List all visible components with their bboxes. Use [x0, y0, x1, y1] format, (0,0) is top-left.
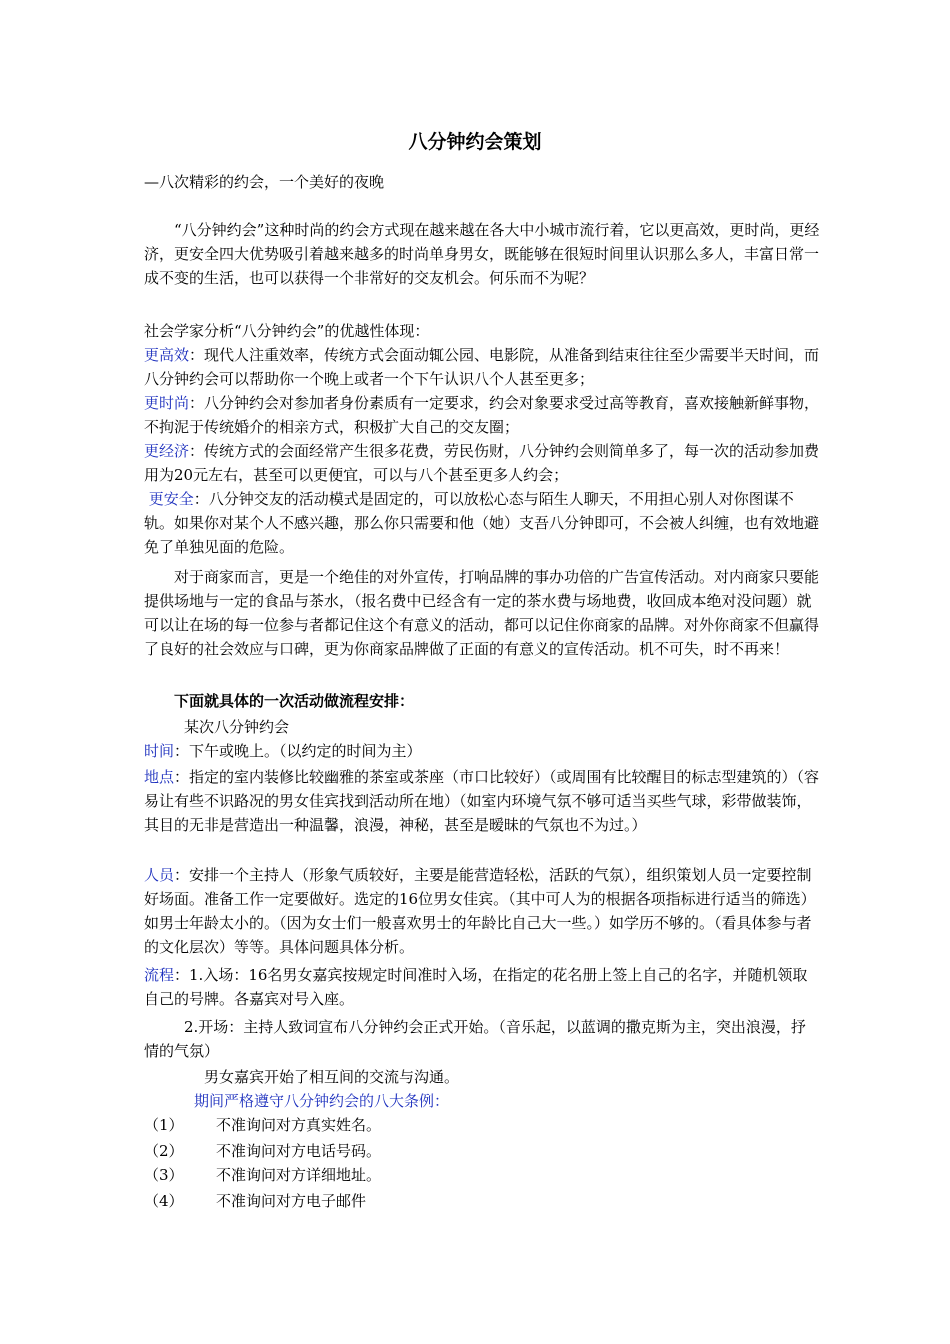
- location-text: ：指定的室内装修比较幽雅的茶室或茶座（市口比较好）（或周围有比较醒目的标志型建筑的）（容易让有些不识路况的男女佳宾找到活动所在地）（如室内环境气氛不够可适当买些气球，彩带做装饰，其目的无非是营造出一种温馨，浪漫，神秘，甚至是暧昧的气氛也不为过。）: [144, 768, 820, 834]
- rule-item: [144, 1163, 820, 1187]
- analysis-heading: 社会学家分析“八分钟约会”的优越性体现：: [144, 322, 430, 340]
- time-label: 时间: [144, 742, 175, 760]
- flow-exchange: 男女嘉宾开始了相互间的交流与沟通。: [204, 1068, 460, 1086]
- event-name: 某次八分钟约会: [184, 718, 290, 736]
- location-label: 地点: [144, 768, 175, 786]
- advantage-fashion: [144, 391, 820, 439]
- advantage-efficiency: [144, 343, 820, 391]
- rule-item: [144, 1189, 820, 1213]
- subtitle: —八次精彩的约会，一个美好的夜晚: [144, 173, 385, 191]
- intro-paragraph: “八分钟约会”这种时尚的约会方式现在越来越在各大中小城市流行着，它以更高效，更时尚，更经济，更安全四大优势吸引着越来越多的时尚单身男女，既能够在很短时间里认识那么多人，丰富日常一成不变的生活，也可以获得一个非常好的交友机会。何乐而不为呢？: [144, 221, 820, 287]
- advantage-label: 更安全: [148, 490, 194, 508]
- flow-step-2: 2.开场：主持人致词宣布八分钟约会正式开始。（音乐起，以蓝调的撒克斯为主，突出浪漫，抒情的气氛）: [144, 1018, 806, 1060]
- rule-number: （4）: [144, 1192, 184, 1210]
- rule-text: 不准询问对方电子邮件: [216, 1192, 367, 1210]
- rule-text: 不准询问对方电话号码。: [216, 1142, 382, 1160]
- rule-item: [144, 1139, 820, 1163]
- people-text: ：安排一个主持人（形象气质较好，主要是能营造轻松，活跃的气氛），组织策划人员一定要控制好场面。准备工作一定要做好。选定的16位男女佳宾。（其中可人为的根据各项指标进行适当的筛选）如男士年龄太小的。（因为女士们一般喜欢男士的年龄比自己大一些。）如学历不够的。（看具体参与者的文化层次）等等。具体问题具体分析。: [144, 866, 816, 956]
- document-title: 八分钟约会策划: [408, 131, 542, 153]
- advantage-label: 更高效: [144, 346, 190, 364]
- process-heading: 下面就具体的一次活动做流程安排：: [174, 692, 415, 710]
- rule-number: （3）: [144, 1166, 184, 1184]
- location-paragraph: [144, 765, 820, 837]
- merchant-paragraph: 对于商家而言，更是一个绝佳的对外宣传，打响品牌的事办功倍的广告宣传活动。对内商家只要能提供场地与一定的食品与茶水，（报名费中已经含有一定的茶水费与场地费，收回成本绝对没问题）就可以让在场的每一位参与者都记住这个有意义的活动，都可以记住你商家的品牌。对外你商家不但赢得了良好的社会效应与口碑，更为你商家品牌做了正面的有意义的宣传活动。机不可失，时不再来！: [144, 568, 820, 658]
- advantage-text: ：传统方式的会面经常产生很多花费，劳民伤财，八分钟约会则简单多了，每一次的活动参加费用为20元左右，甚至可以更便宜，可以与八个甚至更多人约会；: [144, 442, 820, 484]
- flow-paragraph: [144, 963, 820, 1011]
- advantage-text: ：八分钟交友的活动模式是固定的，可以放松心态与陌生人聊天，不用担心别人对你图谋不轨。如果你对某个人不感兴趣，那么你只需要和他（她）支吾八分钟即可，不会被人纠缠，也有效地避免了单独见面的危险。: [144, 490, 820, 556]
- flow-label: 流程: [144, 966, 175, 984]
- people-paragraph: [144, 863, 820, 959]
- advantage-text: ：八分钟约会对参加者身份素质有一定要求，约会对象要求受过高等教育，喜欢接触新鲜事物，不拘泥于传统婚介的相亲方式，积极扩大自己的交友圈；: [144, 394, 820, 436]
- advantage-label: 更经济: [144, 442, 190, 460]
- rule-text: 不准询问对方详细地址。: [216, 1166, 382, 1184]
- flow-text: ：1.入场：16名男女嘉宾按规定时间准时入场，在指定的花名册上签上自己的名字，并随机领取自己的号牌。各嘉宾对号入座。: [144, 966, 808, 1008]
- advantage-economy: [144, 439, 820, 487]
- advantage-label: 更时尚: [144, 394, 190, 412]
- advantage-safety: [144, 487, 820, 559]
- time-text: ：下午或晚上。（以约定的时间为主）: [174, 742, 422, 760]
- rule-item: [144, 1113, 820, 1137]
- people-label: 人员: [144, 866, 175, 884]
- advantage-text: ：现代人注重效率，传统方式会面动辄公园、电影院，从准备到结束往往至少需要半天时间，而八分钟约会可以帮助你一个晚上或者一个下午认识八个人甚至更多；: [144, 346, 820, 388]
- rule-number: （1）: [144, 1116, 184, 1134]
- rules-heading: 期间严格遵守八分钟约会的八大条例：: [194, 1092, 450, 1110]
- rule-number: （2）: [144, 1142, 184, 1160]
- time-line: [144, 739, 820, 763]
- rule-text: 不准询问对方真实姓名。: [216, 1116, 382, 1134]
